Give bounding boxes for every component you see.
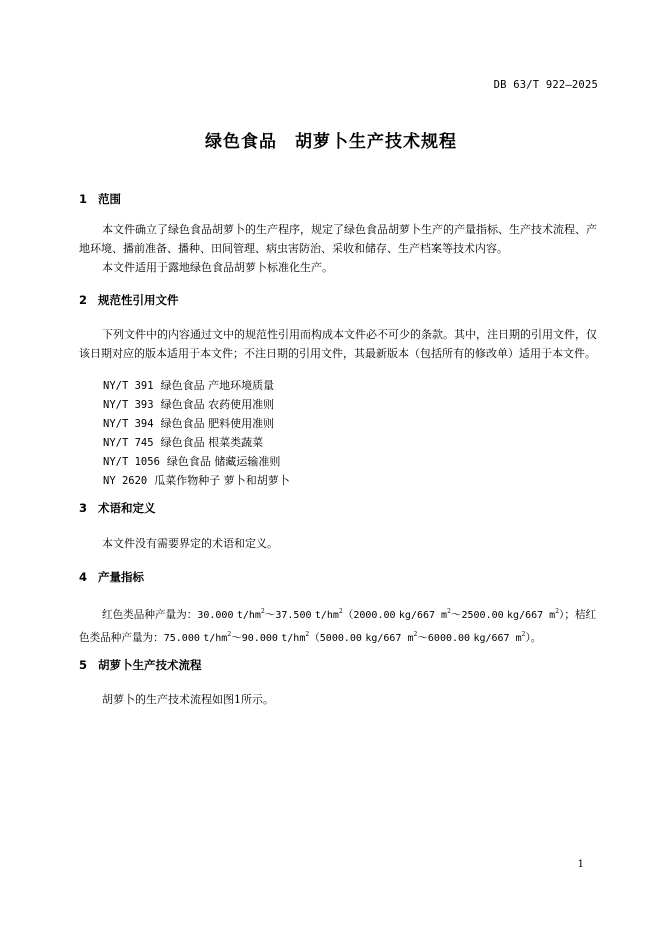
unit-exponent: 2 [521,631,526,638]
unit-exponent: 2 [260,608,265,615]
reference-name: 瓜菜作物种子 萝卜和胡萝卜 [154,474,290,487]
section-heading-process [79,657,202,673]
yield-value: 30.000 [197,610,234,621]
reference-name: 绿色食品 根菜类蔬菜 [160,436,264,449]
separator: ； [564,609,575,621]
section-heading-scope [79,191,121,207]
yield-unit: t/hm [314,610,339,621]
section-heading-terms [79,500,156,516]
paragraph: 下列文件中的内容通过文中的规范性引用而构成本文件必不可少的条款。其中，注日期的引用文件，仅该日期对应的版本适用于本文件；不注日期的引用文件，其最新版本（包括所有的修改单）适用于本文件。 [79,328,597,360]
section-title: 产量指标 [98,570,144,584]
yield-value: 75.000 [163,633,200,644]
reference-code: NY/T 745 [103,437,154,449]
period: 。 [530,632,542,644]
yield-value: 6000.00 [427,633,471,644]
page-number: 1 [577,859,584,870]
yield-value: 37.500 [275,610,312,621]
yield-value: 2000.00 [353,610,396,621]
paren: ） [525,632,531,644]
unit-exponent: 2 [447,608,451,615]
section-number: 3 [79,501,88,515]
yield-orange-label: 色类品种产量为： [79,632,164,644]
paragraph: 本文件确立了绿色食品胡萝卜的生产程序，规定了绿色食品胡萝卜生产的产量指标、生产技术流程、产地环境、播前准备、播种、田间管理、病虫害防治、采收和储存、生产档案等技术内容。 [79,223,597,255]
paragraph: 本文件没有需要界定的术语和定义。 [102,537,278,550]
unit-exponent: 2 [338,608,343,615]
reference-code: NY/T 394 [103,418,154,430]
range-separator: ～ [417,632,428,644]
reference-item [103,472,290,488]
paragraph: 本文件适用于露地绿色食品胡萝卜标准化生产。 [102,261,333,274]
yield-orange-label: 桔红 [574,609,597,621]
reference-item [103,396,274,412]
reference-name: 绿色食品 肥料使用准则 [160,417,275,430]
section-title: 胡萝卜生产技术流程 [98,658,202,672]
reference-name: 绿色食品 农药使用准则 [160,398,275,411]
paren: （ [309,632,320,644]
reference-name: 绿色食品 产地环境质量 [160,379,275,392]
section-number: 1 [79,192,88,206]
document-title: 绿色食品 胡萝卜生产技术规程 [205,132,457,152]
reference-code: NY/T 391 [103,380,154,392]
section-heading-references [79,292,179,308]
section-title: 术语和定义 [98,501,156,515]
reference-name: 绿色食品 储藏运输准则 [166,455,281,468]
yield-unit: t/hm [236,610,261,621]
unit-exponent: 2 [227,631,232,638]
yield-unit: kg/667 m [507,610,556,621]
section-title: 规范性引用文件 [98,293,179,307]
section-title: 范围 [98,192,121,206]
yield-unit: t/hm [203,633,228,644]
yield-unit: kg/667 m [365,633,414,644]
yield-unit: t/hm [281,633,306,644]
yield-line [79,625,604,648]
section-number: 4 [79,570,88,584]
unit-exponent: 2 [413,631,418,638]
paren: （ [342,609,354,621]
reference-code: NY/T 1056 [103,456,160,468]
yield-unit: kg/667 m [473,633,522,644]
range-separator: ～ [450,609,462,621]
document-code: DB 63/T 922—2025 [493,79,598,91]
yield-value: 2500.00 [461,610,504,621]
yield-value: 90.000 [241,633,278,644]
section-number: 2 [79,293,88,307]
yield-unit: kg/667 m [398,610,448,621]
reference-code: NY 2620 [103,475,148,487]
reference-item [103,377,274,393]
reference-item [103,415,274,431]
range-separator: ～ [264,609,276,621]
yield-paragraph [79,602,604,648]
section-heading-yield [79,569,144,585]
unit-exponent: 2 [305,631,310,638]
reference-code: NY/T 393 [103,399,154,411]
yield-red-label: 红色类品种产量为： [102,609,198,621]
paren: ） [559,609,565,621]
range-separator: ～ [231,632,242,644]
yield-line [79,602,604,625]
reference-item [103,453,280,469]
paragraph: 胡萝卜的生产技术流程如图1所示。 [102,693,274,706]
unit-exponent: 2 [555,608,560,615]
yield-value: 5000.00 [319,633,362,644]
section-number: 5 [79,658,88,672]
reference-item [103,434,263,450]
